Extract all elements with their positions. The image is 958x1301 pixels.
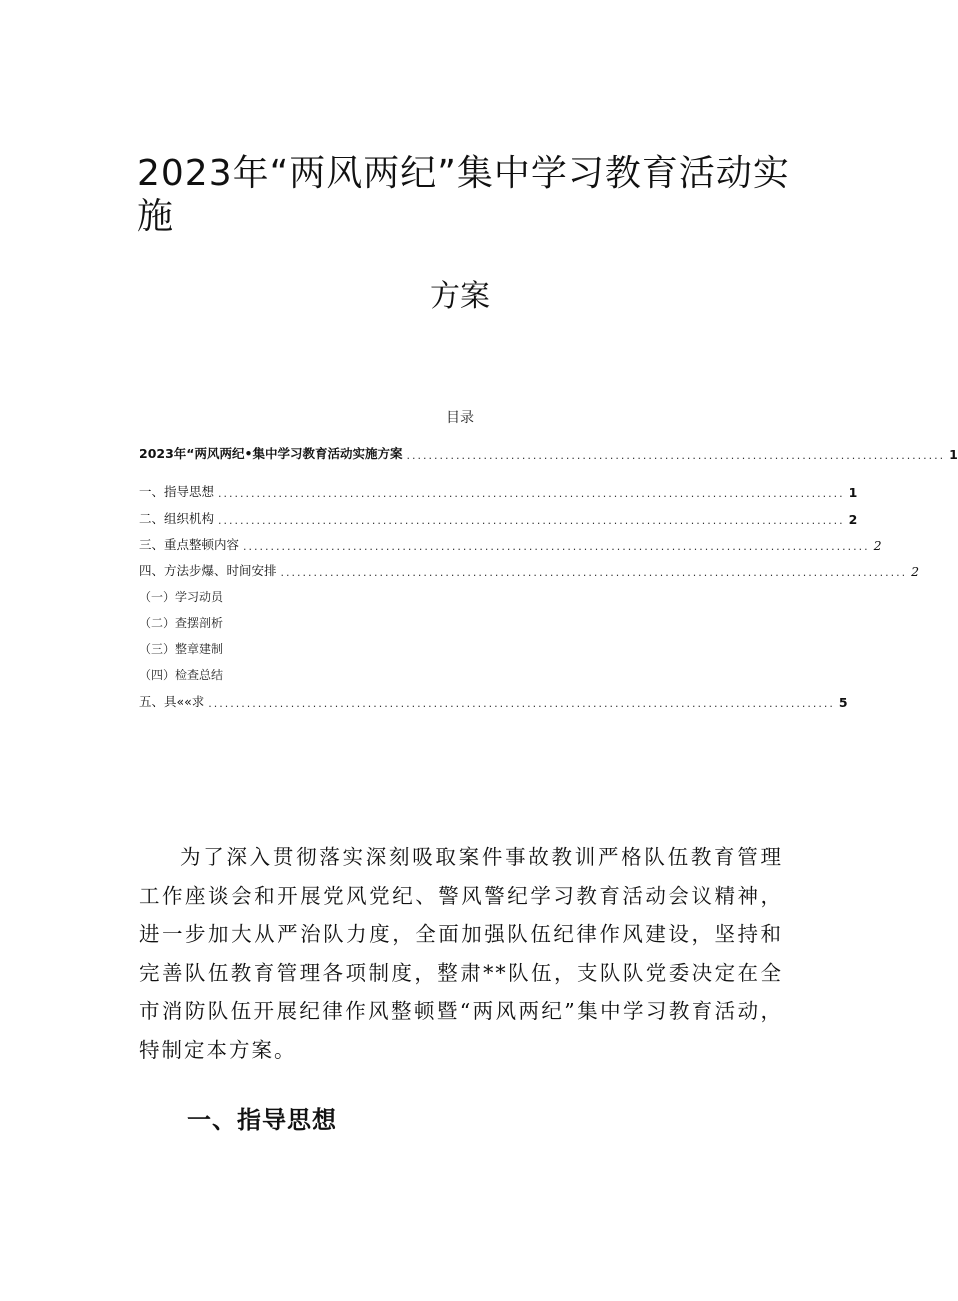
toc-entry-page: 5 [838,695,848,710]
document-title-line-1: 2023年“两风两纪”集中学习教育活动实 [137,153,790,194]
toc-entry[interactable] [139,480,858,500]
toc-entry-label: 一、指导思想 [139,484,215,499]
toc-leader-dots: .................................................................................................................. [218,487,845,500]
toc-entry-label: （一）学习动员 [139,590,224,604]
toc-entry-page: 2 [848,512,858,527]
toc-subentry[interactable] [139,663,779,683]
toc-entry-label: 三、重点整顿内容 [139,537,240,552]
toc-entry-page: 1 [949,447,958,462]
toc-entry-page: 2 [873,538,882,553]
toc-entry-label: 二、组织机构 [139,511,215,526]
toc-entry-label: （四）检查总结 [139,668,224,682]
document-title-line-3: 方案 [430,279,490,314]
toc-leader-dots: .................................................................................................................. [243,540,870,553]
toc-leader-dots: .................................................................................................................. [208,697,835,710]
toc-entry-label: （三）整章建制 [139,642,224,656]
toc-heading: 目录 [446,410,474,426]
section-heading-guiding-ideology: 一、指导思想 [187,1106,337,1134]
toc-entry-page: 2 [911,564,920,579]
intro-paragraph: 为了深入贯彻落实深刻吸取案件事故教训严格队伍教育管理工作座谈会和开展党风党纪、警风警纪学习教育活动会议精神，进一步加大从严治队力度，全面加强队伍纪律作风建设，坚持和完善队伍教育管理各项制度，整肃**队伍，支队队党委决定在全市消防队伍开展纪律作风整顿暨“两风两纪”集中学习教育活动，特制定本方案。 [139,845,783,1062]
toc-entry[interactable] [139,533,882,553]
toc-subentry[interactable] [139,585,779,605]
toc-entry[interactable] [139,559,920,579]
toc-entry-page: 1 [848,485,858,500]
toc-entry[interactable] [139,690,848,710]
toc-entry-label: 四、方法步爆、时间安排 [139,563,277,578]
toc-entry-label: 2023年“两风两纪•集中学习教育活动实施方案 [139,446,403,461]
toc-leader-dots: .................................................................................................. [406,449,946,462]
toc-entry[interactable] [139,442,958,462]
toc-subentry[interactable] [139,637,779,657]
toc-entry-label: （二）查摆剖析 [139,616,224,630]
document-title-line-2: 施 [137,196,175,237]
toc-subentry[interactable] [139,611,779,631]
toc-leader-dots: .................................................................................................................. [280,566,908,579]
toc-entry-label: 五、具««求 [139,694,205,709]
toc-entry[interactable] [139,507,858,527]
toc-leader-dots: .................................................................................................................. [218,514,845,527]
